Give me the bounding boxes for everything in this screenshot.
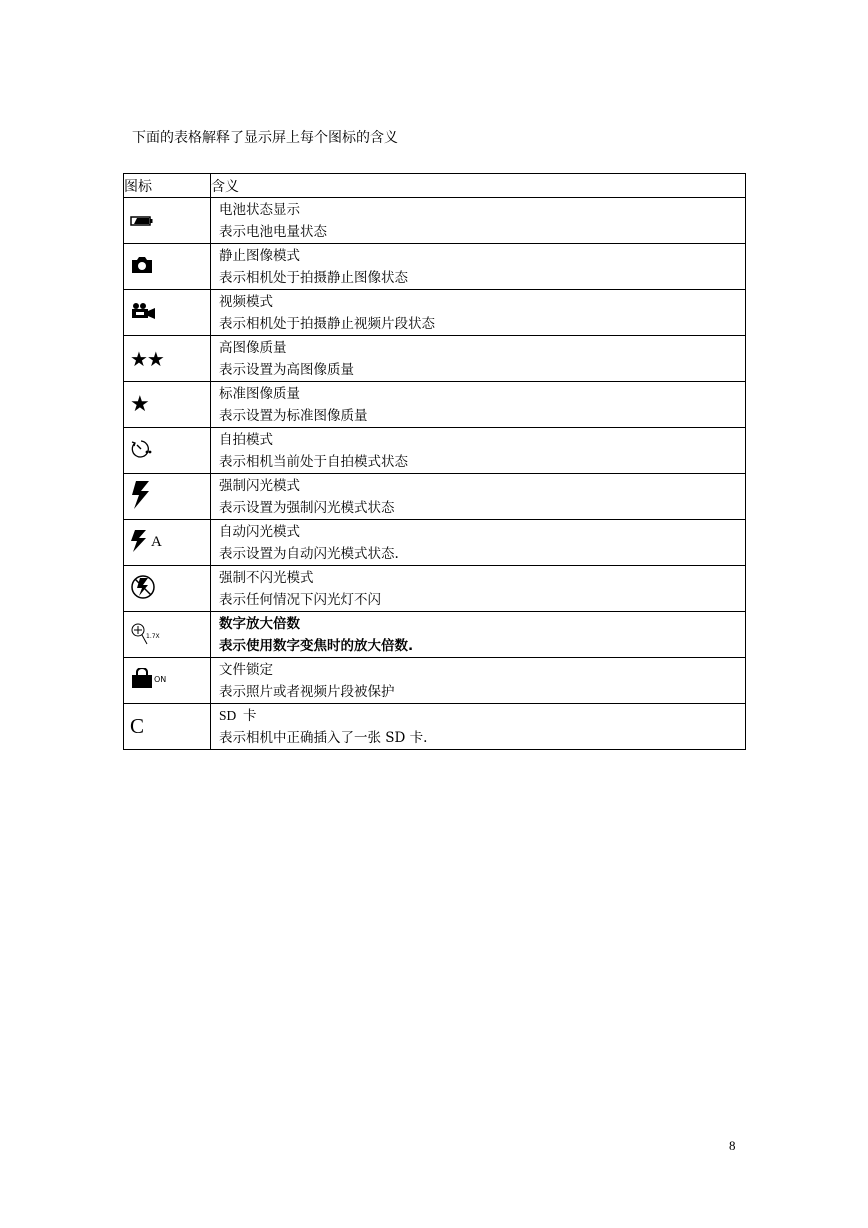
table-row [124,198,746,244]
meaning-title: SD 卡 [219,707,257,723]
no-flash-icon [130,574,156,604]
meaning-desc: 表示设置为强制闪光模式状态 [219,499,395,516]
header-meaning: 含义 [211,174,746,198]
header-icon: 图标 [124,174,211,198]
meaning-cell [211,658,746,704]
meaning-title: 自拍模式 [219,431,273,448]
meaning-cell [211,290,746,336]
table-row [124,566,746,612]
icon-cell [124,290,211,336]
icon-cell [124,566,211,612]
icon-cell [124,704,211,750]
table-row [124,428,746,474]
icon-cell [124,336,211,382]
camera-icon [130,255,154,279]
battery-icon [130,212,154,231]
table-row [124,520,746,566]
icon-cell [124,198,211,244]
meaning-cell [211,244,746,290]
meaning-title: 电池状态显示 [219,201,300,218]
meaning-title: 静止图像模式 [219,247,300,264]
table-row [124,336,746,382]
flash-icon [130,480,152,514]
two-stars-icon: ★★ [130,346,164,371]
meaning-desc: 表示设置为标准图像质量 [219,407,368,424]
meaning-cell [211,566,746,612]
meaning-cell [211,612,746,658]
table-row [124,244,746,290]
intro-text: 下面的表格解释了显示屏上每个图标的含义 [132,130,398,146]
meaning-title: 标准图像质量 [219,385,300,402]
meaning-desc: 表示相机当前处于自拍模式状态 [219,453,408,470]
meaning-desc: 表示相机处于拍摄静止视频片段状态 [219,315,435,332]
meaning-title: 自动闪光模式 [219,523,300,540]
sd-card-icon: C [130,714,145,738]
icon-cell [124,382,211,428]
page-number: 8 [729,1138,736,1153]
icon-cell [124,428,211,474]
meaning-cell [211,520,746,566]
icon-table [123,173,746,750]
auto-flash-label: A [151,534,162,550]
meaning-desc: 表示任何情况下闪光灯不闪 [219,591,381,608]
meaning-title: 高图像质量 [219,339,287,356]
meaning-cell [211,336,746,382]
meaning-desc: 表示电池电量状态 [219,223,327,240]
icon-cell [124,520,211,566]
table-row [124,474,746,520]
meaning-title: 文件锁定 [219,661,273,678]
table-row [124,658,746,704]
meaning-desc: 表示照片或者视频片段被保护 [219,683,395,700]
table-row [124,612,746,658]
meaning-title: 数字放大倍数 [219,615,300,632]
meaning-cell [211,382,746,428]
meaning-desc: 表示相机中正确插入了一张 SD 卡. [219,729,428,746]
meaning-desc: 表示设置为自动闪光模式状态. [219,545,399,562]
meaning-desc: 表示使用数字变焦时的放大倍数. [219,637,414,654]
meaning-desc: 表示设置为高图像质量 [219,361,354,378]
digital-zoom-icon [130,622,170,648]
meaning-title: 视频模式 [219,293,273,310]
zoom-factor-label: 1.7X [146,632,160,640]
table-row [124,290,746,336]
meaning-cell [211,704,746,750]
meaning-desc: 表示相机处于拍摄静止图像状态 [219,269,408,286]
icon-cell [124,612,211,658]
icon-cell [124,474,211,520]
auto-flash-icon [130,529,148,557]
icon-cell [124,244,211,290]
meaning-cell [211,428,746,474]
meaning-title: 强制闪光模式 [219,477,300,494]
table-row [124,382,746,428]
table-row [124,704,746,750]
video-camera-icon [130,301,156,325]
meaning-cell [211,474,746,520]
lock-on-label: ON [154,674,167,684]
self-timer-icon [130,438,154,464]
meaning-title: 强制不闪光模式 [219,569,314,586]
icon-cell [124,658,211,704]
meaning-cell [211,198,746,244]
star-icon: ★ [130,392,150,417]
table-header [124,174,746,198]
lock-icon [130,668,154,694]
